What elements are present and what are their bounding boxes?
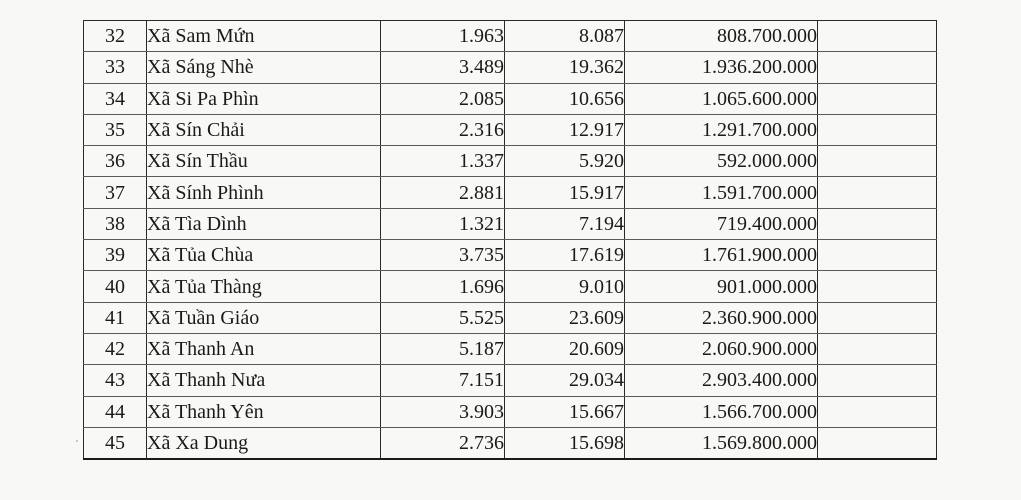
row-number: 43 <box>84 365 147 396</box>
table-row <box>84 208 937 239</box>
row-number: 34 <box>84 83 147 114</box>
value-col-1: 3.489 <box>381 52 505 83</box>
commune-name: Xã Sam Mứn <box>147 21 381 52</box>
note-col <box>818 396 937 427</box>
amount-col: 719.400.000 <box>625 208 818 239</box>
value-col-2: 15.667 <box>505 396 625 427</box>
value-col-1: 5.187 <box>381 333 505 364</box>
value-col-1: 2.881 <box>381 177 505 208</box>
value-col-1: 2.736 <box>381 427 505 459</box>
note-col <box>818 333 937 364</box>
commune-name: Xã Sín Thầu <box>147 146 381 177</box>
commune-name: Xã Sính Phình <box>147 177 381 208</box>
value-col-1: 3.903 <box>381 396 505 427</box>
table-row <box>84 83 937 114</box>
table-row <box>84 52 937 83</box>
row-number: 35 <box>84 114 147 145</box>
scan-speck <box>76 440 78 442</box>
value-col-2: 12.917 <box>505 114 625 145</box>
value-col-1: 1.696 <box>381 271 505 302</box>
commune-name: Xã Tủa Chùa <box>147 240 381 271</box>
commune-name: Xã Tìa Dình <box>147 208 381 239</box>
amount-col: 1.291.700.000 <box>625 114 818 145</box>
value-col-1: 1.337 <box>381 146 505 177</box>
note-col <box>818 114 937 145</box>
table-row <box>84 21 937 52</box>
value-col-2: 17.619 <box>505 240 625 271</box>
amount-col: 808.700.000 <box>625 21 818 52</box>
row-number: 33 <box>84 52 147 83</box>
value-col-2: 5.920 <box>505 146 625 177</box>
note-col <box>818 52 937 83</box>
table-row <box>84 427 937 459</box>
row-number: 41 <box>84 302 147 333</box>
amount-col: 1.065.600.000 <box>625 83 818 114</box>
row-number: 36 <box>84 146 147 177</box>
table-row <box>84 333 937 364</box>
note-col <box>818 177 937 208</box>
value-col-1: 5.525 <box>381 302 505 333</box>
value-col-2: 15.698 <box>505 427 625 459</box>
commune-name: Xã Si Pa Phìn <box>147 83 381 114</box>
note-col <box>818 21 937 52</box>
value-col-2: 7.194 <box>505 208 625 239</box>
value-col-2: 19.362 <box>505 52 625 83</box>
note-col <box>818 83 937 114</box>
table-body <box>84 21 937 459</box>
table-row <box>84 302 937 333</box>
table-row <box>84 114 937 145</box>
commune-name: Xã Thanh Yên <box>147 396 381 427</box>
row-number: 37 <box>84 177 147 208</box>
amount-col: 1.761.900.000 <box>625 240 818 271</box>
amount-col: 901.000.000 <box>625 271 818 302</box>
amount-col: 1.569.800.000 <box>625 427 818 459</box>
note-col <box>818 271 937 302</box>
value-col-2: 15.917 <box>505 177 625 208</box>
table-row <box>84 365 937 396</box>
value-col-2: 10.656 <box>505 83 625 114</box>
value-col-2: 29.034 <box>505 365 625 396</box>
commune-name: Xã Tuần Giáo <box>147 302 381 333</box>
amount-col: 2.360.900.000 <box>625 302 818 333</box>
value-col-1: 1.963 <box>381 21 505 52</box>
commune-name: Xã Xa Dung <box>147 427 381 459</box>
note-col <box>818 208 937 239</box>
note-col <box>818 302 937 333</box>
note-col <box>818 427 937 459</box>
value-col-2: 9.010 <box>505 271 625 302</box>
table-row <box>84 146 937 177</box>
value-col-2: 20.609 <box>505 333 625 364</box>
amount-col: 1.591.700.000 <box>625 177 818 208</box>
note-col <box>818 240 937 271</box>
amount-col: 2.903.400.000 <box>625 365 818 396</box>
commune-name: Xã Thanh Nưa <box>147 365 381 396</box>
row-number: 45 <box>84 427 147 459</box>
table-row <box>84 271 937 302</box>
amount-col: 2.060.900.000 <box>625 333 818 364</box>
amount-col: 1.566.700.000 <box>625 396 818 427</box>
amount-col: 1.936.200.000 <box>625 52 818 83</box>
value-col-1: 1.321 <box>381 208 505 239</box>
value-col-1: 7.151 <box>381 365 505 396</box>
row-number: 32 <box>84 21 147 52</box>
row-number: 39 <box>84 240 147 271</box>
commune-name: Xã Thanh An <box>147 333 381 364</box>
commune-allocation-table <box>83 20 937 460</box>
value-col-2: 8.087 <box>505 21 625 52</box>
value-col-1: 2.316 <box>381 114 505 145</box>
amount-col: 592.000.000 <box>625 146 818 177</box>
commune-name: Xã Sáng Nhè <box>147 52 381 83</box>
table-row <box>84 396 937 427</box>
commune-name: Xã Tủa Thàng <box>147 271 381 302</box>
note-col <box>818 365 937 396</box>
row-number: 42 <box>84 333 147 364</box>
commune-name: Xã Sín Chải <box>147 114 381 145</box>
row-number: 40 <box>84 271 147 302</box>
row-number: 44 <box>84 396 147 427</box>
value-col-1: 2.085 <box>381 83 505 114</box>
table-row <box>84 240 937 271</box>
note-col <box>818 146 937 177</box>
value-col-1: 3.735 <box>381 240 505 271</box>
table-row <box>84 177 937 208</box>
value-col-2: 23.609 <box>505 302 625 333</box>
row-number: 38 <box>84 208 147 239</box>
